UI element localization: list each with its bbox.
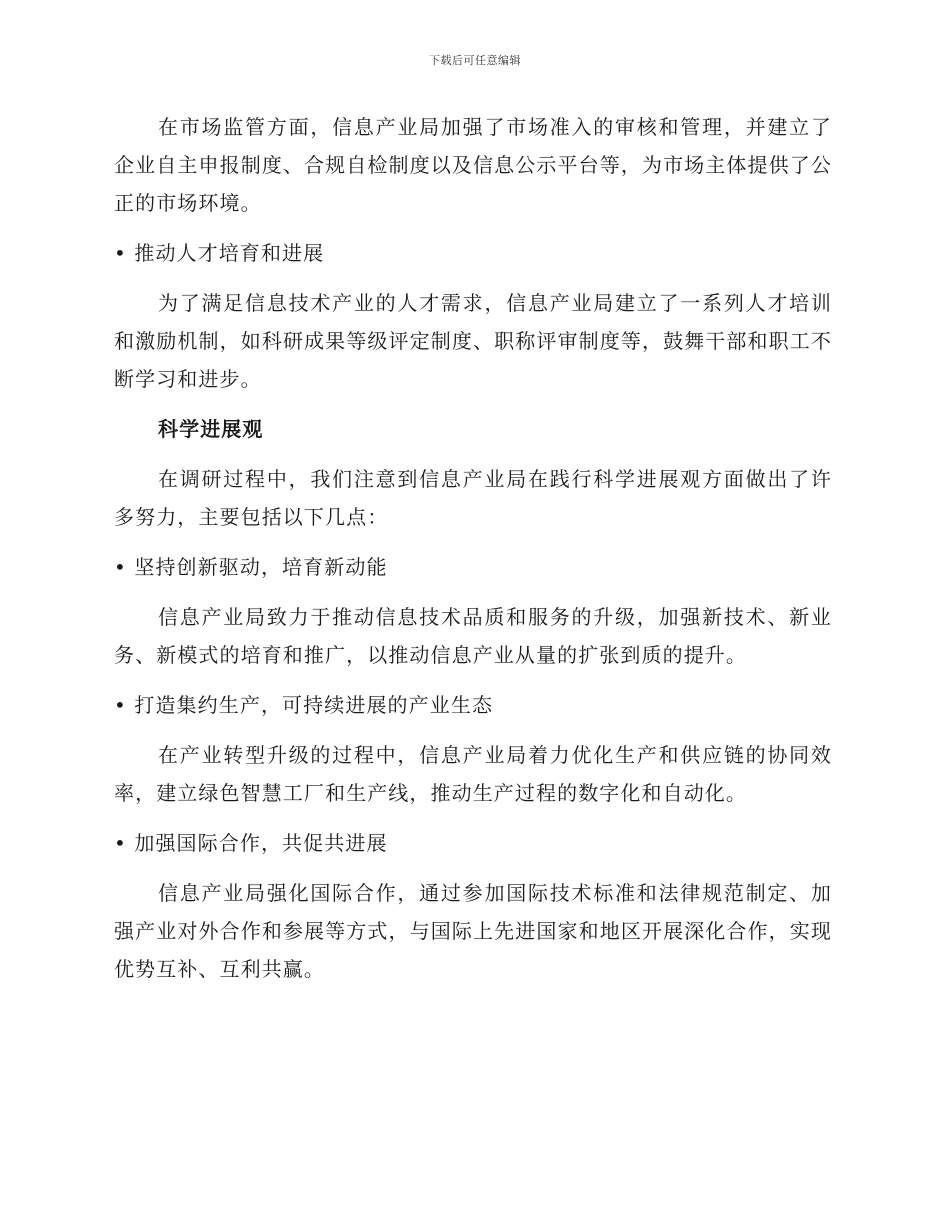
bullet-international-cooperation: • 加强国际合作，共促共进展 [114,831,388,855]
paragraph-talent-needs: 为了满足信息技术产业的人才需求，信息产业局建立了一系列人才培训和激励机制，如科研成果等级评定制度、职称评审制度等，鼓舞干部和职工不断学习和进步。 [114,291,832,391]
paragraph-international-cooperation: 信息产业局强化国际合作，通过参加国际技术标准和法律规范制定、加强产业对外合作和参展等方式，与国际上先进国家和地区开展深化合作，实现优势互补、互利共赢。 [114,881,832,981]
paragraph-survey-intro: 在调研过程中，我们注意到信息产业局在践行科学进展观方面做出了许多努力，主要包括以下几点： [114,467,832,529]
bullet-talent-development: • 推动人才培育和进展 [114,241,325,265]
section-heading-scientific-development: 科学进展观 [158,417,264,441]
paragraph-innovation: 信息产业局致力于推动信息技术品质和服务的升级，加强新技术、新业务、新模式的培育和推广，以推动信息产业从量的扩张到质的提升。 [114,605,832,667]
document-body [114,108,832,988]
page-header-note: 下载后可任意编辑 [429,54,521,67]
bullet-innovation-driven: • 坚持创新驱动，培育新动能 [114,555,388,579]
bullet-intensive-production: • 打造集约生产，可持续进展的产业生态 [114,693,494,717]
paragraph-market-supervision: 在市场监管方面，信息产业局加强了市场准入的审核和管理，并建立了企业自主申报制度、合规自检制度以及信息公示平台等，为市场主体提供了公正的市场环境。 [114,115,832,215]
paragraph-industrial-upgrade: 在产业转型升级的过程中，信息产业局着力优化生产和供应链的协同效率，建立绿色智慧工厂和生产线，推动生产过程的数字化和自动化。 [114,743,832,805]
